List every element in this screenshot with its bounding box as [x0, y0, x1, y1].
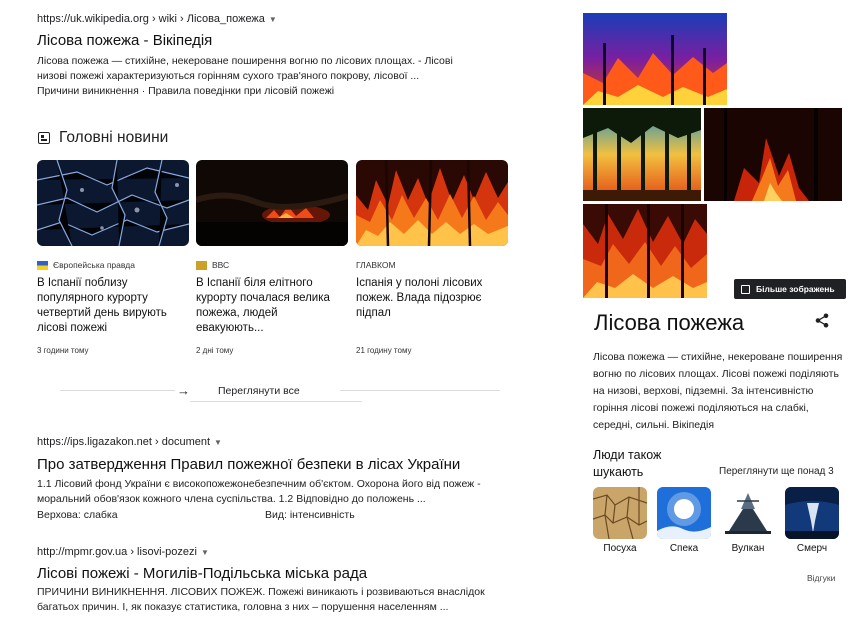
news-source: ВВС — [196, 260, 348, 270]
news-time: 21 годину тому — [356, 346, 412, 355]
result-snippet-line: ПРИЧИНИ ВИНИКНЕННЯ. ЛІСОВИХ ПОЖЕЖ. Пожежі виникають і розвиваються внаслідок — [37, 586, 485, 598]
related-item[interactable] — [721, 487, 775, 554]
result-title[interactable]: Про затвердження Правил пожежної безпеки в лісах України — [37, 456, 461, 473]
news-headline[interactable]: В Іспанії поблизу популярного курорту четвертий день вирують лісові пожежі — [37, 277, 167, 334]
result-wikipedia — [37, 13, 453, 99]
result-ligazakon — [37, 436, 481, 523]
news-headline[interactable]: В Іспанії біля елітного курорту почалася велика пожежа, людей евакуюють... — [196, 277, 330, 334]
news-card[interactable] — [196, 160, 348, 355]
knowledge-panel-description — [593, 349, 842, 434]
news-source: ГЛАВКОМ — [356, 260, 396, 270]
fact-item: Вид: інтенсивність — [265, 509, 355, 521]
related-label: Смерч — [796, 543, 828, 554]
divider — [60, 390, 175, 391]
panel-image[interactable] — [583, 13, 727, 105]
result-url[interactable]: https://uk.wikipedia.org › wiki › Лісова_пожежа ▼ — [37, 13, 277, 25]
panel-image[interactable] — [583, 204, 707, 298]
result-url[interactable]: https://ips.ligazakon.net › document ▼ — [37, 436, 222, 448]
news-thumbnail — [37, 160, 189, 246]
share-icon[interactable] — [815, 313, 829, 333]
related-label: Вулкан — [731, 543, 765, 554]
related-image — [721, 487, 775, 539]
result-url[interactable]: http://mpmr.gov.ua › lisovi-pozezi ▼ — [37, 546, 209, 558]
result-snippet-line: 1.1 Лісовий фонд України є високопожежонебезпечним об'єктом. Охорона його від пожеж - — [37, 478, 481, 490]
divider — [190, 401, 362, 402]
arrow-right-icon: → — [177, 383, 190, 398]
news-thumbnail — [196, 160, 348, 246]
description-line: горіння лісові пожежі поділяються на слабкі, — [593, 402, 809, 414]
related-label: Спека — [669, 543, 699, 554]
panel-image[interactable] — [704, 108, 842, 201]
news-source: Європейська правда — [37, 260, 189, 270]
top-news-header — [38, 129, 168, 147]
see-all-button[interactable] — [177, 383, 300, 398]
description-line: вогню по лісових площах. Лісові пожежі поділяють — [593, 368, 839, 380]
fact-item: Верхова: слабка — [37, 509, 118, 521]
result-mpmr — [37, 546, 485, 615]
panel-image[interactable] — [583, 108, 701, 201]
knowledge-panel-title: Лісова пожежа — [594, 310, 745, 335]
result-title[interactable]: Лісова пожежа - Вікіпедія — [37, 32, 213, 49]
related-image — [593, 487, 647, 539]
description-line: Лісова пожежа — стихійне, некероване поширення — [593, 351, 843, 363]
news-thumbnail — [356, 160, 508, 246]
image-icon — [741, 285, 750, 294]
feedback-link[interactable]: Відгуки — [807, 573, 836, 583]
result-snippet-line: моральний обов'язок кожного члена суспільства. 1.2 Відповідно до положень ... — [37, 493, 426, 505]
related-item[interactable] — [593, 487, 647, 554]
news-time: 3 години тому — [37, 346, 89, 355]
see-more-link[interactable]: Переглянути ще понад 3 — [719, 466, 834, 477]
news-card[interactable] — [356, 160, 508, 355]
divider — [340, 390, 500, 391]
people-also-search-line: шукають — [593, 465, 644, 479]
result-title[interactable]: Лісові пожежі - Могилів-Подільська міська рада — [37, 565, 368, 582]
more-images-button[interactable]: Більше зображень — [734, 279, 846, 299]
news-card[interactable] — [37, 160, 189, 355]
related-image — [785, 487, 839, 539]
news-time: 2 дні тому — [196, 346, 234, 355]
related-image — [657, 487, 711, 539]
caret-down-icon[interactable]: ▼ — [200, 548, 209, 557]
result-sitelinks[interactable]: Причини виникнення · Правила поведінки при лісовій пожежі — [37, 85, 335, 97]
result-snippet-line: Лісова пожежа — стихійне, некероване поширення вогню по лісових площах. - Лісові — [37, 55, 453, 67]
description-line[interactable]: середні, сильні. Вікіпедія — [593, 419, 715, 431]
related-label: Посуха — [603, 543, 637, 554]
description-line: на низові, верхові, підземні. За інтенсивністю — [593, 385, 814, 397]
newspaper-icon — [38, 132, 50, 144]
news-headline[interactable]: Іспанія у полоні лісових пожеж. Влада підозрює підпал — [356, 277, 483, 319]
see-all-label: Переглянути все — [218, 384, 300, 397]
result-snippet-line: низові пожежі характеризуються горінням сухого трав'яного покрову, лісової ... — [37, 70, 420, 82]
ukraine-flag-icon — [37, 261, 48, 270]
people-also-search-line: Люди також — [593, 448, 662, 462]
related-item[interactable] — [785, 487, 839, 554]
top-news-title: Головні новини — [59, 129, 169, 146]
result-facts — [37, 508, 457, 523]
people-also-search-title — [593, 447, 661, 481]
bbc-logo-icon — [196, 261, 207, 270]
see-all-row — [60, 383, 520, 398]
related-item[interactable] — [657, 487, 711, 554]
caret-down-icon[interactable]: ▼ — [268, 15, 277, 24]
caret-down-icon[interactable]: ▼ — [214, 438, 222, 447]
result-snippet-line: багатьох причин. І, як показує статистика, головна з них – порушення населенням ... — [37, 601, 449, 613]
